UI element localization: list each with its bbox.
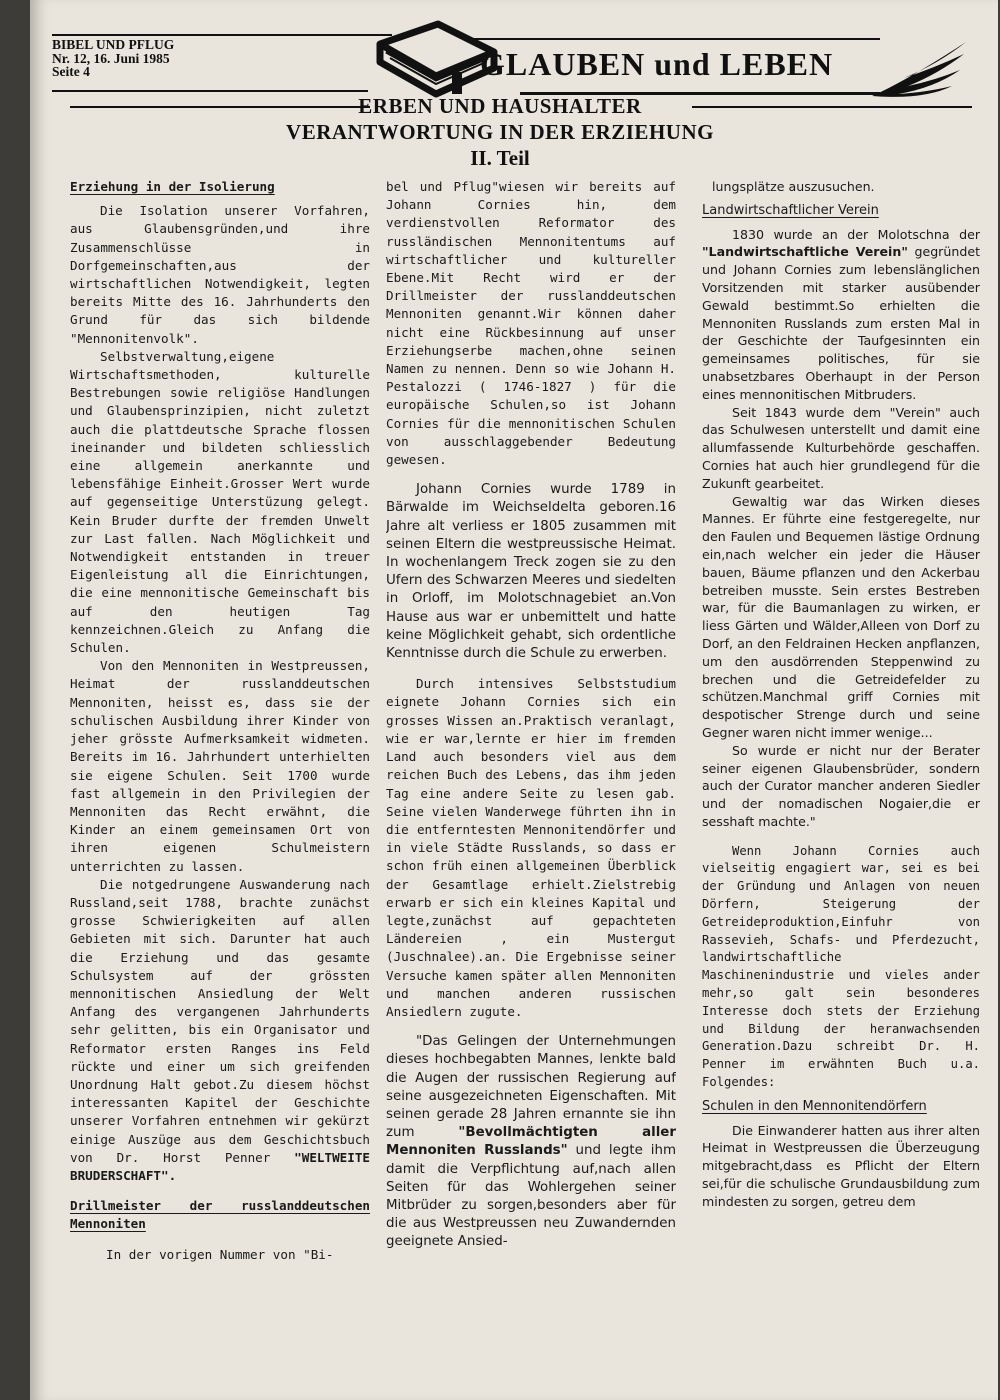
page-number: Seite 4 — [52, 64, 90, 79]
paragraph: In der vorigen Nummer von "Bi- — [106, 1246, 334, 1262]
issue-date: Nr. 12, 16. Juni 1985 — [52, 50, 170, 66]
subheading-schulen: Schulen in den Mennonitendörfern — [702, 1098, 927, 1114]
paragraph: Gewaltig war das Wirken dieses Mannes. Er führte eine festgeregelte, nur den Faulen und Bequemen lästige Ordnung ein,nach welcher ein jeder die Häuser bauen, Bäume pflanzen und den Ackerbau betreiben musste. Sein erstes Bestreben war, für die Baumanlagen zu wirken, er liess Gärten und Wälder,Alleen von Dorf zu Dorf, an den Feldrainen Hecken anpflanzen, um den ausdörrenden Steppenwind zu brechen und die Getreidefelder zu schützen.Manchmal griff Cornies mit despotischer Strenge durch und seine Gegner waren nicht immer wenige... — [702, 493, 980, 740]
bold-title: "Bevollmächtigten aller Mennoniten Russlands" — [386, 1125, 676, 1159]
header-bottom-rule — [52, 90, 368, 92]
article-heading-3: II. Teil — [470, 146, 530, 170]
paragraph-text: gegründet und Johann Cornies zum lebenslänglichen Vorsitzenden mit starker ausübender Gewald bestimmt.So erhielten die Mennoniten Russlands zum ersten Mal in der Geschichte der Taufgesinnten ein gemeinsames politisches, für sie unabsetzbares Oberhaupt in der Person eines mennonitischen Mitbruders. — [702, 244, 980, 402]
publication-name: BIBEL UND PFLUG — [52, 37, 175, 52]
paragraph: Wenn Johann Cornies auch vielseitig engagiert war, sei es bei der Gründung und Anlagen von neuen Dörfern, Steigerung der Getreideproduktion,Einfuhr von Rassevieh, Schafs- und Pferdezucht, landwirtschaftliche Maschinenindustrie und vieles ander mehr,so galt sein besonderes Interesse doch stets der Erziehung und Bildung der heranwachsenden Generation.Dazu schreibt Dr. H. Penner im erwähnten Buch u.a. Folgendes: — [702, 843, 980, 1090]
subheading-verein: Landwirtschaftlicher Verein — [702, 202, 879, 218]
column-2 — [386, 178, 676, 1398]
paragraph: bel und Pflug"wiesen wir bereits auf Johann Cornies hin, dem verdienstvollen Reformator des russländischen Mennonitentums auf wirtschaftlicher und kultureller Ebene.Mit Recht wird er der Drillmeister der russlanddeutschen Mennoniten genannt.Wir können daher nicht eine Rückbesinnung auf unser Erziehungserbe machen,ohne seinen Namen zu nennen. Denn so wie Johann H. Pestalozzi ( 1746-1827 ) für die europäische Schulen,so ist Johann Cornies für die mennonitischen Schulen von ausschlaggebender Bedeutung gewesen. — [386, 179, 676, 468]
paragraph: So wurde er nicht nur der Berater seiner eigenen Glaubensbrüder, sondern auch der Curator mancher anderen Siedler und der nomadischen Nogaier,die er sesshaft machte." — [702, 742, 980, 829]
paragraph — [70, 876, 370, 1185]
column-3 — [702, 178, 980, 1398]
paragraph: Die Isolation unserer Vorfahren, aus Glaubensgründen,und ihre Zusammenschlüsse in Dorfgemeinschaften,aus der wirtschaftlichen Notwendigkeit, legten bereits Mitte des 16. Jahrhunderts den Grund für das sich bildende "Mennonitenvolk". — [70, 203, 370, 346]
section-title: GLAUBEN und LEBEN — [480, 46, 834, 82]
article-heading-2: VERANTWORTUNG IN DER ERZIEHUNG — [286, 120, 714, 144]
paragraph: Johann Cornies wurde 1789 in Bärwalde im Weichseldelta geboren.16 Jahre alt verliess er 1805 zusammen mit seinen Eltern die westpreussische Heimat. In wochenlangem Treck zogen sie zu den Ufern des Schwarzen Meeres und siedelten in Orloff, im Molotschnagebiet an.Von Hause aus war er unbemittelt und hatte keine Möglichkeit gehabt, sich ordentliche Kenntnisse durch die Schule zu erwerben. — [386, 482, 676, 662]
column-1 — [70, 178, 370, 1398]
paragraph-text: 1830 wurde an der Molotschna der — [732, 226, 980, 242]
paragraph-text: und legte ihm damit die Verpflichtung auf,nach allen Seiten für das Wohlergehen seiner Mitbrüder zu sorgen,besonders aber für die aus Westpreussen neu Zuwandernden geeignete Ansied- — [386, 1143, 676, 1250]
section-title-rule-top — [470, 38, 880, 40]
article-heading-1: ERBEN UND HAUSHALTER — [358, 94, 642, 118]
bold-title: "Landwirtschaftliche Verein" — [702, 244, 908, 260]
paragraph: Selbstverwaltung,eigene Wirtschaftsmethoden, kulturelle Bestrebungen sowie religiöse Handlungen und Glaubensprinzipien, nicht zuletzt auch die plattdeutsche Sprache flossen ineinander und bildeten schliesslich eine allgemein anerkannte und lebensfähige Einheit.Grosser Wert wurde auf gegenseitige Unterstüzung gelegt. Kein Bruder durfte der fremden Unwelt zur Last fallen. Nach Möglichkeit und Notwendigkeit entstanden in treuer Eigenleistung all die Einrichtungen, die eine mennonitische Gemeinschaft bis auf den heutigen Tag kennzeichnen.Gleich zu Anfang die Schulen. — [70, 348, 370, 656]
paragraph — [386, 1033, 676, 1251]
book-title: "WELTWEITE BRUDERSCHAFT". — [70, 1149, 370, 1183]
paragraph-text: "Das Gelingen der Unternehmungen dieses hochbegabten Mannes, lenkte bald die Augen der russischen Regierung auf seine ausgezeichneten Eigenschaften. Mit seinen gerade 28 Jahren ernannte sie ihn zum — [386, 1034, 676, 1141]
paragraph: Die Einwanderer hatten aus ihrer alten Heimat in Westpreussen die Überzeugung mitgebracht,dass es Pflicht der Eltern sei,für die schulische Grundausbildung zum mindesten zu sorgen, getreu dem — [702, 1122, 980, 1209]
paragraph — [702, 226, 980, 404]
header-top-rule — [52, 34, 392, 36]
paragraph: Von den Mennoniten in Westpreussen, Heimat der russlanddeutschen Mennoniten, heisst es, dass sie der schulischen Ausbildung ihrer Kinder von jeher grösste Aufmerksamkeit widmeten. Bereits im 16. Jahrhundert unterhielten sie eigene Schulen. Seit 1700 wurde fast allgemein in den Privilegien der Mennoniten das Recht erwähnt, die Kinder an einem gemeinsamen Ort von ihren eigenen Schulmeistern unterrichten zu lassen. — [70, 658, 370, 874]
paragraph: lungsplätze auszusuchen. — [712, 179, 875, 194]
publication-info — [52, 38, 174, 79]
paragraph: Seit 1843 wurde dem "Verein" auch das Schulwesen unterstellt und damit eine allumfassende Kulturbehörde geschaffen. Cornies hat auch hier grundlegend für die Zukunft gearbeitet. — [702, 404, 980, 491]
paragraph-text: Die notgedrungene Auswanderung nach Russland,seit 1788, brachte zunächst grosse Schwierigkeiten auf allen Gebieten mit sich. Darunter hat auch die Erziehung und das gesamte Schulsystem auf der grössten mennonitischen Ansiedlung der Welt Anfang des vergangenen Jahrhunderts sehr gelitten, bis ein Organisator und Reformator ersten Ranges ins Feld rückte und einer um sich greifenden Unordnung Halt gebot.Zu diesem höchst interessanten Kapitel der Geschichte unserer Vorfahren entnehmen wir gekürzt einige Auszüge aus dem Geschichtsbuch von Dr. Horst Penner — [70, 876, 370, 1165]
subheading-isolation: Erziehung in der Isolierung — [70, 179, 275, 194]
subheading-drillmeister: Drillmeister der russlanddeutschen Mennoniten — [70, 1198, 370, 1232]
paragraph: Durch intensives Selbststudium eignete Johann Cornies sich ein grosses Wissen an.Praktisch veranlagt, wie er war,lernte er hier im fremden Land auch besonders viel aus dem reichen Buch des Lebens, das ihm jeden Tag eine andere Seite zu lesen gab. Seine vielen Wanderwege führten ihn in die entferntesten Mennonitendörfer und in viele Städte Russlands, so dass er schon früh einen allgemeinen Überblick der Gesamtlage erhielt.Zielstrebig erwarb er sich ein kleines Kapital und legte,zunächst auf gepachteten Ländereien , ein Mustergut (Juschnalee).an. Die Ergebnisse seiner Versuche kamen später allen Mennoniten und manchen anderen russischen Ansiedlern zugute. — [386, 676, 676, 1019]
